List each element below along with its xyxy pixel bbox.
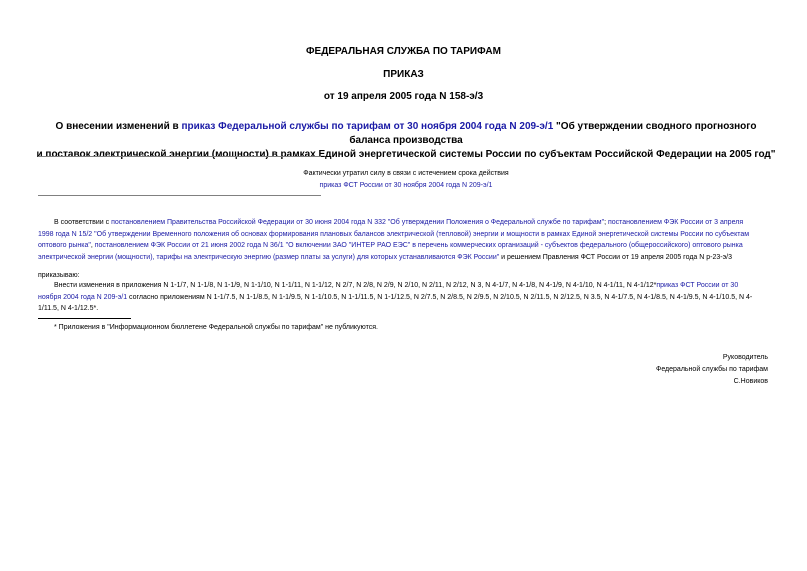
preamble-line-4 [38,252,778,264]
preamble-separator-2: , [90,242,95,249]
preamble-link-fek-decree-1[interactable]: постановлением ФЭК России от 3 апреля [607,219,744,226]
order-body-line-2 [38,292,778,304]
divider-top [38,156,321,157]
title-line-2: и поставок электрической энергии (мощности) в рамках Единой энергетической системы России по субъектам Российской Федерации на 2005 год" [36,149,776,160]
order-body-appendix-list: согласно приложениям N 1-1/7.5, N 1-1/8.5, N 1-1/9.5, N 1-1/10.5, N 1-1/11.5, N 1-1/12.5, N 2/7.5, N 2/8.5, N 2/9.5, N 2/10.5, N 2/11.5, N 2/12.5, N 3.5, N 4-1/7.5, N 4-1/8.5, N 4-1/9.5, N 4-1/10.5, N 4- [127,293,753,301]
signature-organization: Федеральной службы по тарифам [656,366,768,373]
order-body-link[interactable]: приказ ФСТ России от 30 [656,282,739,289]
preamble-link-fek-decree-1-end[interactable]: оптового рынка" [38,242,91,249]
title-rest: "Об утверждении сводного прогнозного баланса производства [349,121,757,146]
preamble-link-government-decree[interactable]: постановлением Правительства Российской Федерации от 30 июня 2004 года N 332 "Об утверждении Положения о Федеральной службе по тарифам" [111,219,605,226]
document-date-heading: от 19 апреля 2005 года N 158-э/3 [323,91,484,102]
preamble-line-3 [38,240,778,252]
preamble-line-1 [38,217,778,229]
agency-heading: ФЕДЕРАЛЬНАЯ СЛУЖБА ПО ТАРИФАМ [306,46,501,57]
footnote-divider [38,318,131,319]
order-word: приказываю: [38,272,80,279]
signature-position: Руководитель [722,354,768,361]
order-body-line-1 [38,280,778,292]
divider-bottom [38,195,321,196]
expiry-notice-link[interactable]: приказ ФСТ России от 30 ноября 2004 года N 209-э/1 [319,182,493,189]
expiry-notice: Фактически утратил силу в связи с истечением срока действия [303,170,509,177]
title-link[interactable]: приказ Федеральной службы по тарифам от 30 ноября 2004 года N 209-э/1 [181,121,554,132]
preamble-link-fek-decree-2-cont[interactable]: электрической энергии (мощности), тарифы на электрическую энергию (размер платы за услуги) для которых устанавливаются ФЭК России" [38,253,500,261]
preamble-link-fek-decree-2[interactable]: постановлением ФЭК России от 21 июня 2002 года N 36/1 "О включении ЗАО "ИНТЕР РАО ЕЭС" в перечень коммерческих организаций - субъектов федерального (общероссийского) оптового рынка [94,242,743,249]
preamble-paragraph [38,217,778,263]
title-prefix: О внесении изменений в [55,121,182,132]
order-body-link-cont[interactable]: ноября 2004 года N 209-э/1 [38,293,128,301]
footnote: * Приложения в "Информационном бюллетене Федеральной службы по тарифам" не публикуются. [54,324,379,331]
preamble-link-fek-decree-1-cont[interactable]: 1998 года N 15/2 "Об утверждении Временного положения об основах формирования плановых балансов электрической (тепловой) энергии и мощности в рамках Единой энергетической системы России по субъектам [38,230,750,238]
preamble-text: В соответствии с [54,219,112,226]
signature-name: С.Новиков [733,378,768,385]
order-body-paragraph [38,280,778,315]
preamble-separator: ; [604,219,608,226]
preamble-decision-text: и решением Правления ФСТ России от 19 апреля 2005 года N р-23-э/3 [499,253,732,261]
order-body-text: Внести изменения в приложения N 1-1/7, N 1-1/8, N 1-1/9, N 1-1/10, N 1-1/11, N 1-1/12, N 2/7, N 2/8, N 2/9, N 2/10, N 2/11, N 2/12, N 3, N 4-1/7, N 4-1/8, N 4-1/9, N 4-1/10, N 4-1/11, N 4-1/12* [54,282,657,289]
order-body-line-3: 1/11.5, N 4-1/12.5*. [38,305,99,312]
document-type-heading: ПРИКАЗ [383,69,424,80]
